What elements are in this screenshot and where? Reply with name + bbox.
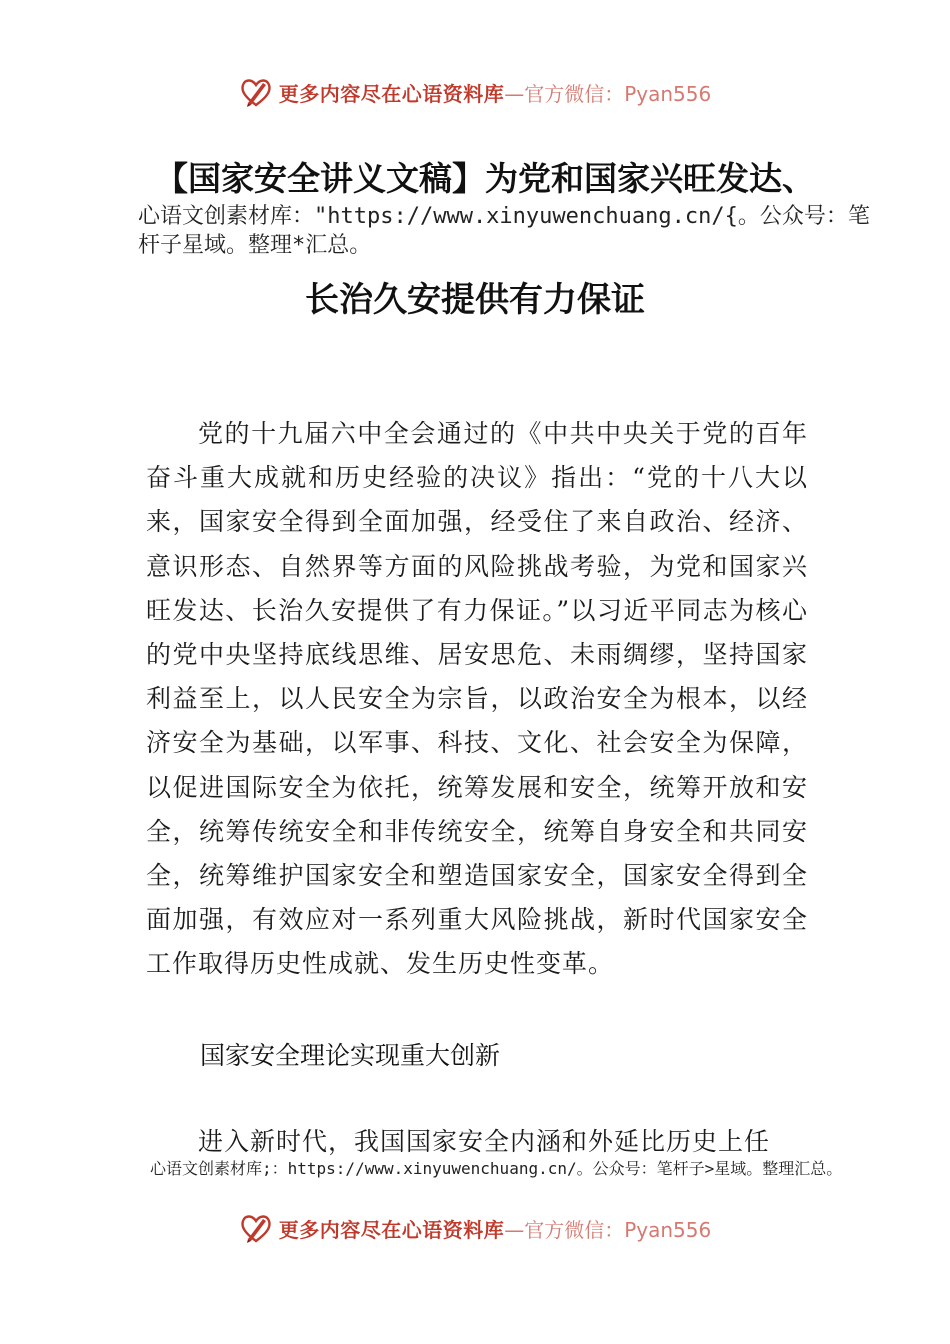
body-paragraph-2: 进入新时代，我国国家安全内涵和外延比历史上任 (198, 1127, 771, 1156)
footer-wechat-text: —官方微信：Pyan556 (504, 1217, 712, 1242)
source-note-top: 心语文创素材库："https://www.xinyuwenchuang.cn/{。公众号：笔杆子星域。整理*汇总。 (138, 204, 870, 258)
document-title-line-2: 长治久安提供有力保证 (305, 280, 645, 320)
footer-banner (0, 1206, 950, 1250)
footer-brand-text: 更多内容尽在心语资料库 (278, 1217, 505, 1242)
source-note-bottom: 心语文创素材库;：https://www.xinyuwenchuang.cn/。公众号：笔杆子>星域。整理汇总。 (150, 1159, 843, 1178)
document-title-line-1: 【国家安全讲义文稿】为党和国家兴旺发达、 (155, 159, 815, 198)
banner-wechat-text: —官方微信：Pyan556 (504, 81, 712, 106)
banner-brand-text: 更多内容尽在心语资料库 (278, 81, 505, 106)
pen-heart-logo-icon (239, 1211, 273, 1245)
body-paragraph: 党的十九届六中全会通过的《中共中央关于党的百年奋斗重大成就和历史经验的决议》指出：“党的十八大以来，国家安全得到全面加强，经受住了来自政治、经济、意识形态、自然界等方面的风险挑战考验，为党和国家兴旺发达、长治久安提供了有力保证。”以习近平同志为核心的党中央坚持底线思维、居安思危、未雨绸缪，坚持国家利益至上，以人民安全为宗旨，以政治安全为根本，以经济安全为基础，以军事、科技、文化、社会安全为保障，以促进国际安全为依托，统筹发展和安全，统筹开放和安全，统筹传统安全和非传统安全，统筹自身安全和共同安全，统筹维护国家安全和塑造国家安全，国家安全得到全面加强，有效应对一系列重大风险挑战，新时代国家安全工作取得历史性成就、发生历史性变革。 (146, 419, 808, 979)
header-banner (0, 70, 950, 114)
section-heading: 国家安全理论实现重大创新 (200, 1041, 501, 1070)
pen-heart-logo-icon (239, 75, 273, 109)
